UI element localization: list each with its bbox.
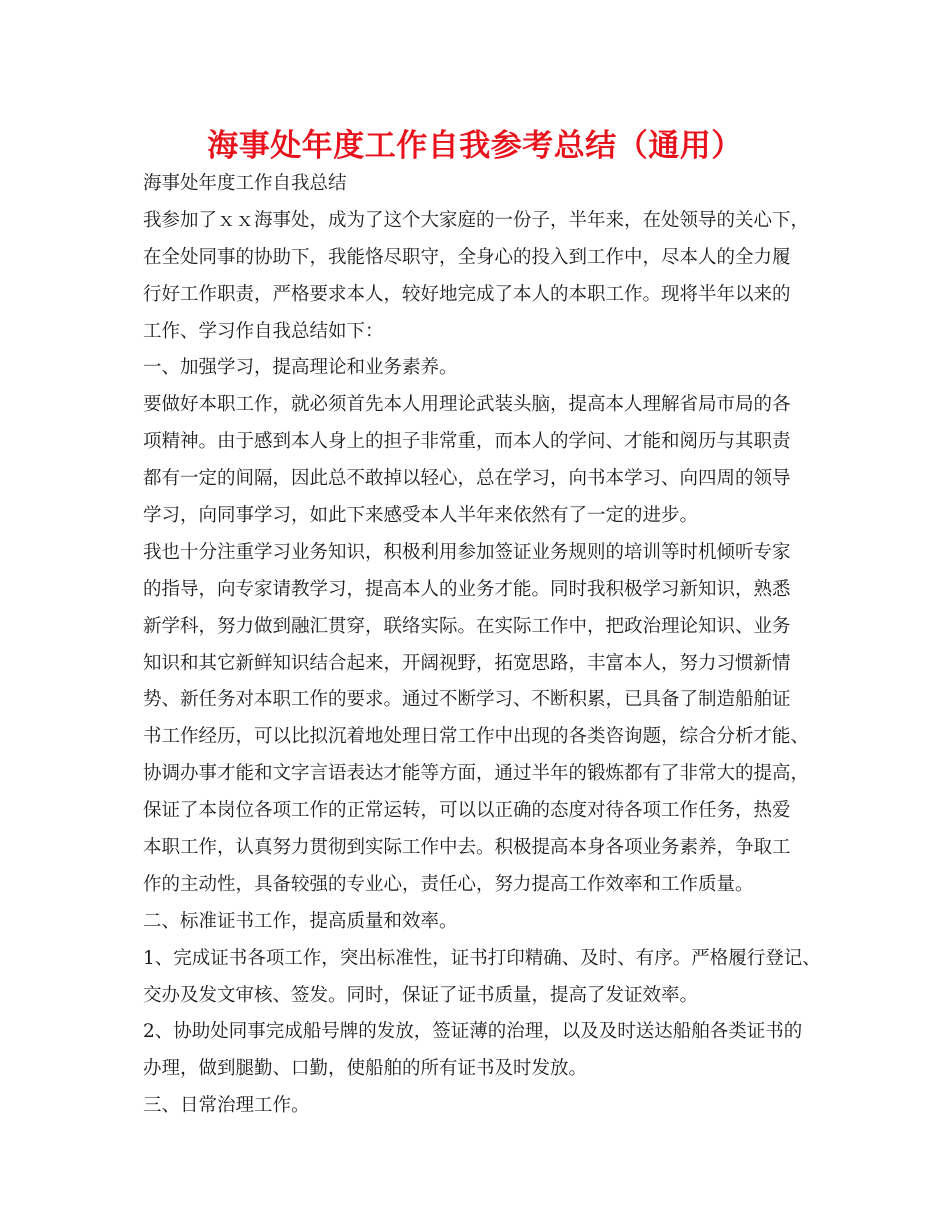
paragraph-line: 学习，向同事学习，如此下来感受本人半年来依然有了一定的进步。 [143, 505, 699, 527]
paragraph-line: 我参加了ｘｘ海事处，成为了这个大家庭的一份子，半年来，在处领导的关心下， [143, 209, 810, 231]
list-item-line: 1、完成证书各项工作，突出标准性，证书打印精确、及时、有序。严格履行登记、 [143, 947, 821, 969]
paragraph-line: 项精神。由于感到本人身上的担子非常重，而本人的学问、才能和阅历与其职责 [143, 431, 791, 453]
paragraph-line: 要做好本职工作，就必须首先本人用理论武装头脑，提高本人理解省局市局的各 [143, 394, 791, 416]
paragraph-line: 势、新任务对本职工作的要求。通过不断学习、不断积累，已具备了制造船舶证 [143, 689, 791, 711]
paragraph-line: 本职工作，认真努力贯彻到实际工作中去。积极提高本身各项业务素养，争取工 [143, 837, 791, 859]
list-item-line: 交办及发文审核、签发。同时，保证了证书质量，提高了发证效率。 [143, 984, 699, 1006]
list-item-line: 2、协助处同事完成船号牌的发放，签证薄的治理，以及及时送达船舶各类证书的 [143, 1021, 803, 1043]
paragraph-line: 协调办事才能和文字言语表达才能等方面，通过半年的锻炼都有了非常大的提高， [143, 763, 810, 785]
section-heading: 三、日常治理工作。 [143, 1095, 310, 1117]
paragraph-line: 行好工作职责，严格要求本人，较好地完成了本人的本职工作。现将半年以来的 [143, 283, 791, 305]
paragraph-line: 保证了本岗位各项工作的正常运转，可以以正确的态度对待各项工作任务，热爱 [143, 800, 791, 822]
paragraph-line: 都有一定的间隔，因此总不敢掉以轻心，总在学习，向书本学习、向四周的领导 [143, 468, 791, 490]
paragraph-line: 的指导，向专家请教学习，提高本人的业务才能。同时我积极学习新知识，熟悉 [143, 578, 791, 600]
section-heading: 一、加强学习，提高理论和业务素养。 [143, 357, 458, 379]
section-heading: 二、标准证书工作，提高质量和效率。 [143, 910, 458, 932]
paragraph-line: 作的主动性，具备较强的专业心，责任心，努力提高工作效率和工作质量。 [143, 873, 754, 895]
paragraph-line: 书工作经历，可以比拟沉着地处理日常工作中出现的各类咨询题，综合分析才能、 [143, 726, 810, 748]
list-item-line: 办理，做到腿勤、口勤，使船舶的所有证书及时发放。 [143, 1058, 588, 1080]
subtitle-line: 海事处年度工作自我总结 [143, 173, 347, 194]
paragraph-line: 在全处同事的协助下，我能恪尽职守，全身心的投入到工作中，尽本人的全力履 [143, 246, 791, 268]
document-body [143, 166, 843, 1125]
paragraph-line: 新学科，努力做到融汇贯穿，联络实际。在实际工作中，把政治理论知识、业务 [143, 615, 791, 637]
paragraph-line: 知识和其它新鲜知识结合起来，开阔视野，拓宽思路，丰富本人，努力习惯新情 [143, 652, 791, 674]
paragraph-line: 工作、学习作自我总结如下： [143, 320, 384, 342]
document-title: 海事处年度工作自我参考总结（通用） [207, 128, 743, 164]
paragraph-line: 我也十分注重学习业务知识，积极利用参加签证业务规则的培训等时机倾听专家 [143, 541, 791, 563]
